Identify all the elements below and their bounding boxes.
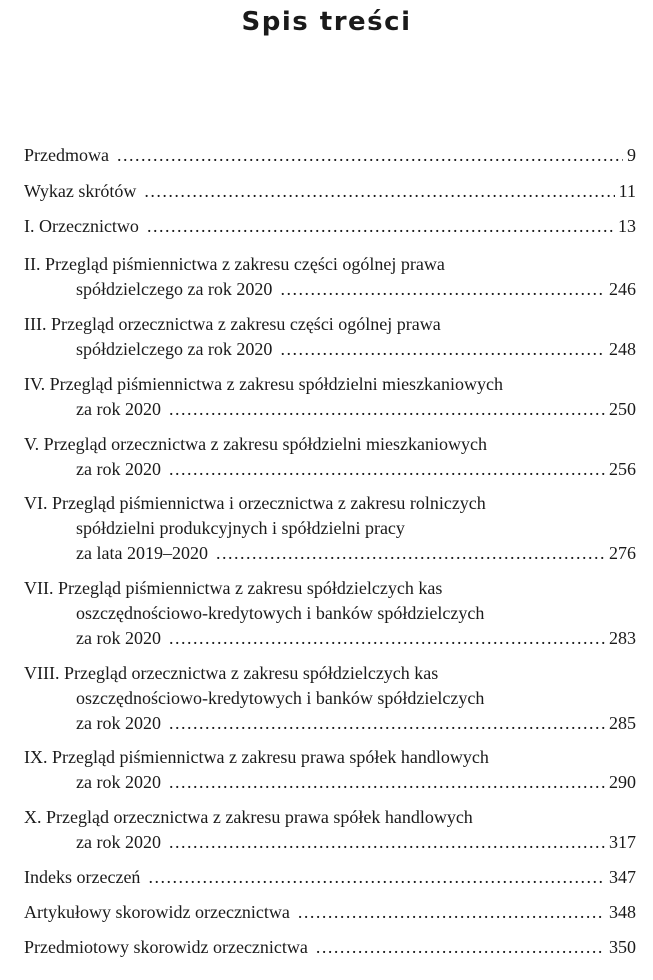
toc-entry[interactable] [24, 745, 636, 794]
toc-page-number: 350 [609, 937, 636, 957]
toc-leader-dots [169, 457, 605, 481]
toc-leader-dots [169, 626, 605, 650]
toc-leader-dots [169, 397, 605, 421]
toc-entry-title: za rok 2020 [76, 399, 161, 419]
toc-entry[interactable] [24, 312, 636, 361]
toc-page-number: 283 [609, 628, 636, 648]
toc-leader-dots [298, 900, 605, 924]
toc-entry-title: VI. Przegląd piśmiennictwa i orzecznictwa z zakresu rolniczych [24, 493, 486, 513]
toc-entry-title: Artykułowy skorowidz orzecznictwa [24, 902, 290, 922]
page-title: Spis treści [241, 7, 412, 37]
toc-entry-title: II. Przegląd piśmiennictwa z zakresu części ogólnej prawa [24, 254, 445, 274]
toc-leader-dots [169, 830, 605, 854]
toc-page-number: 256 [609, 459, 636, 479]
toc-page-number: 11 [618, 181, 636, 201]
toc-entry[interactable] [24, 805, 636, 854]
toc-entry[interactable] [24, 372, 636, 421]
toc-entry-title: oszczędnościowo-kredytowych i banków spółdzielczych [76, 688, 485, 708]
toc-entry-title: Przedmowa [24, 145, 109, 165]
toc-entry-title: I. Orzecznictwo [24, 216, 139, 236]
toc-page-number: 285 [609, 713, 636, 733]
toc-entry[interactable] [24, 143, 636, 167]
toc-entry-title: VIII. Przegląd orzecznictwa z zakresu spółdzielczych kas [24, 663, 439, 683]
toc-entry[interactable] [24, 865, 636, 889]
toc-entry-title: VII. Przegląd piśmiennictwa z zakresu spółdzielczych kas [24, 578, 443, 598]
toc-entry-title: spółdzielczego za rok 2020 [76, 339, 273, 359]
toc-entry[interactable] [24, 935, 636, 959]
toc-leader-dots [280, 277, 605, 301]
toc-page-number: 9 [627, 145, 636, 165]
toc-entry[interactable] [24, 576, 636, 650]
toc-leader-dots [169, 770, 605, 794]
toc-entry[interactable] [24, 252, 636, 301]
toc-leader-dots [169, 711, 605, 735]
toc-entry-title: Wykaz skrótów [24, 181, 137, 201]
toc-page-number: 248 [609, 339, 636, 359]
toc-entry[interactable] [24, 179, 636, 203]
toc-entry-title: IX. Przegląd piśmiennictwa z zakresu prawa spółek handlowych [24, 747, 489, 767]
toc-page-number: 317 [609, 832, 636, 852]
toc-entry[interactable] [24, 491, 636, 565]
toc-page-number: 13 [618, 216, 636, 236]
toc-page-number: 276 [609, 543, 636, 563]
toc-entry[interactable] [24, 661, 636, 735]
toc-entry-title: za lata 2019–2020 [76, 543, 208, 563]
toc-leader-dots [147, 214, 614, 238]
toc-entry-title: Indeks orzeczeń [24, 867, 141, 887]
toc-page-number: 246 [609, 279, 636, 299]
toc-entry-title: X. Przegląd orzecznictwa z zakresu prawa spółek handlowych [24, 807, 473, 827]
toc-leader-dots [117, 143, 623, 167]
toc-entry[interactable] [24, 900, 636, 924]
toc-entry-title: spółdzielni produkcyjnych i spółdzielni pracy [76, 518, 405, 538]
toc-page-number: 347 [609, 867, 636, 887]
toc-page-number: 348 [609, 902, 636, 922]
toc-leader-dots [316, 935, 605, 959]
toc-page-number: 250 [609, 399, 636, 419]
toc-entry-title: za rok 2020 [76, 713, 161, 733]
toc-entry-title: Przedmiotowy skorowidz orzecznictwa [24, 937, 308, 957]
toc-entry-title: oszczędnościowo-kredytowych i banków spółdzielczych [76, 603, 485, 623]
toc-leader-dots [280, 337, 605, 361]
toc-entry-title: za rok 2020 [76, 772, 161, 792]
toc-entry[interactable] [24, 214, 636, 238]
toc-entry-title: za rok 2020 [76, 459, 161, 479]
toc-entry-title: za rok 2020 [76, 832, 161, 852]
toc-entry-title: za rok 2020 [76, 628, 161, 648]
toc-entry-title: V. Przegląd orzecznictwa z zakresu spółdzielni mieszkaniowych [24, 434, 487, 454]
toc-leader-dots [216, 541, 605, 565]
toc-entry-title: spółdzielczego za rok 2020 [76, 279, 273, 299]
toc-leader-dots [144, 179, 614, 203]
toc-page-number: 290 [609, 772, 636, 792]
toc-entry-title: III. Przegląd orzecznictwa z zakresu części ogólnej prawa [24, 314, 441, 334]
toc-leader-dots [148, 865, 605, 889]
toc-entry[interactable] [24, 432, 636, 481]
toc-entry-title: IV. Przegląd piśmiennictwa z zakresu spółdzielni mieszkaniowych [24, 374, 504, 394]
